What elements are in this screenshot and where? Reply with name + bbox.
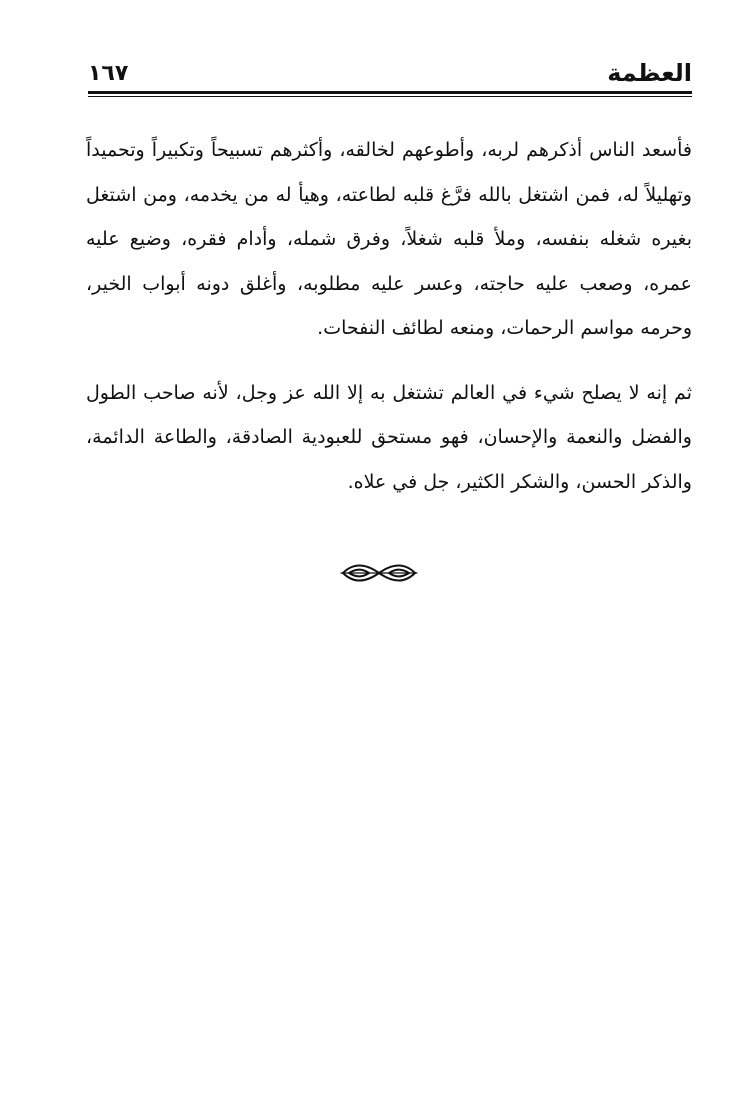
page-number: ١٦٧ [88, 61, 129, 86]
flourish-ornament-icon [339, 560, 419, 586]
header-rule-thin [88, 96, 692, 97]
body-text [86, 128, 692, 504]
paragraph-2: ثم إنه لا يصلح شيء في العالم تشتغل به إلا الله عز وجل، لأنه صاحب الطول والفضل والنعمة والإحسان، فهو مستحق للعبودية الصادقة، والطاعة الدائمة، والذكر الحسن، والشكر الكثير، جل في علاه. [86, 381, 692, 493]
book-title: العظمة [607, 59, 692, 87]
running-header [88, 58, 692, 94]
header-rule-thick [88, 91, 692, 94]
paragraph-1: فأسعد الناس أذكرهم لربه، وأطوعهم لخالقه، وأكثرهم تسبيحاً وتكبيراً وتحميداً وتهليلاً له، فمن اشتغل بالله فرَّغ قلبه لطاعته، وهيأ له من يخدمه، ومن اشتغل بغيره شغله بنفسه، وملأ قلبه شغلاً، وفرق شمله، وأدام فقره، وضيع عليه عمره، وصعب عليه حاجته، وعسر عليه مطلوبه، وأغلق دونه أبواب الخير، وحرمه مواسم الرحمات، ومنعه لطائف النفحات. [86, 139, 692, 339]
